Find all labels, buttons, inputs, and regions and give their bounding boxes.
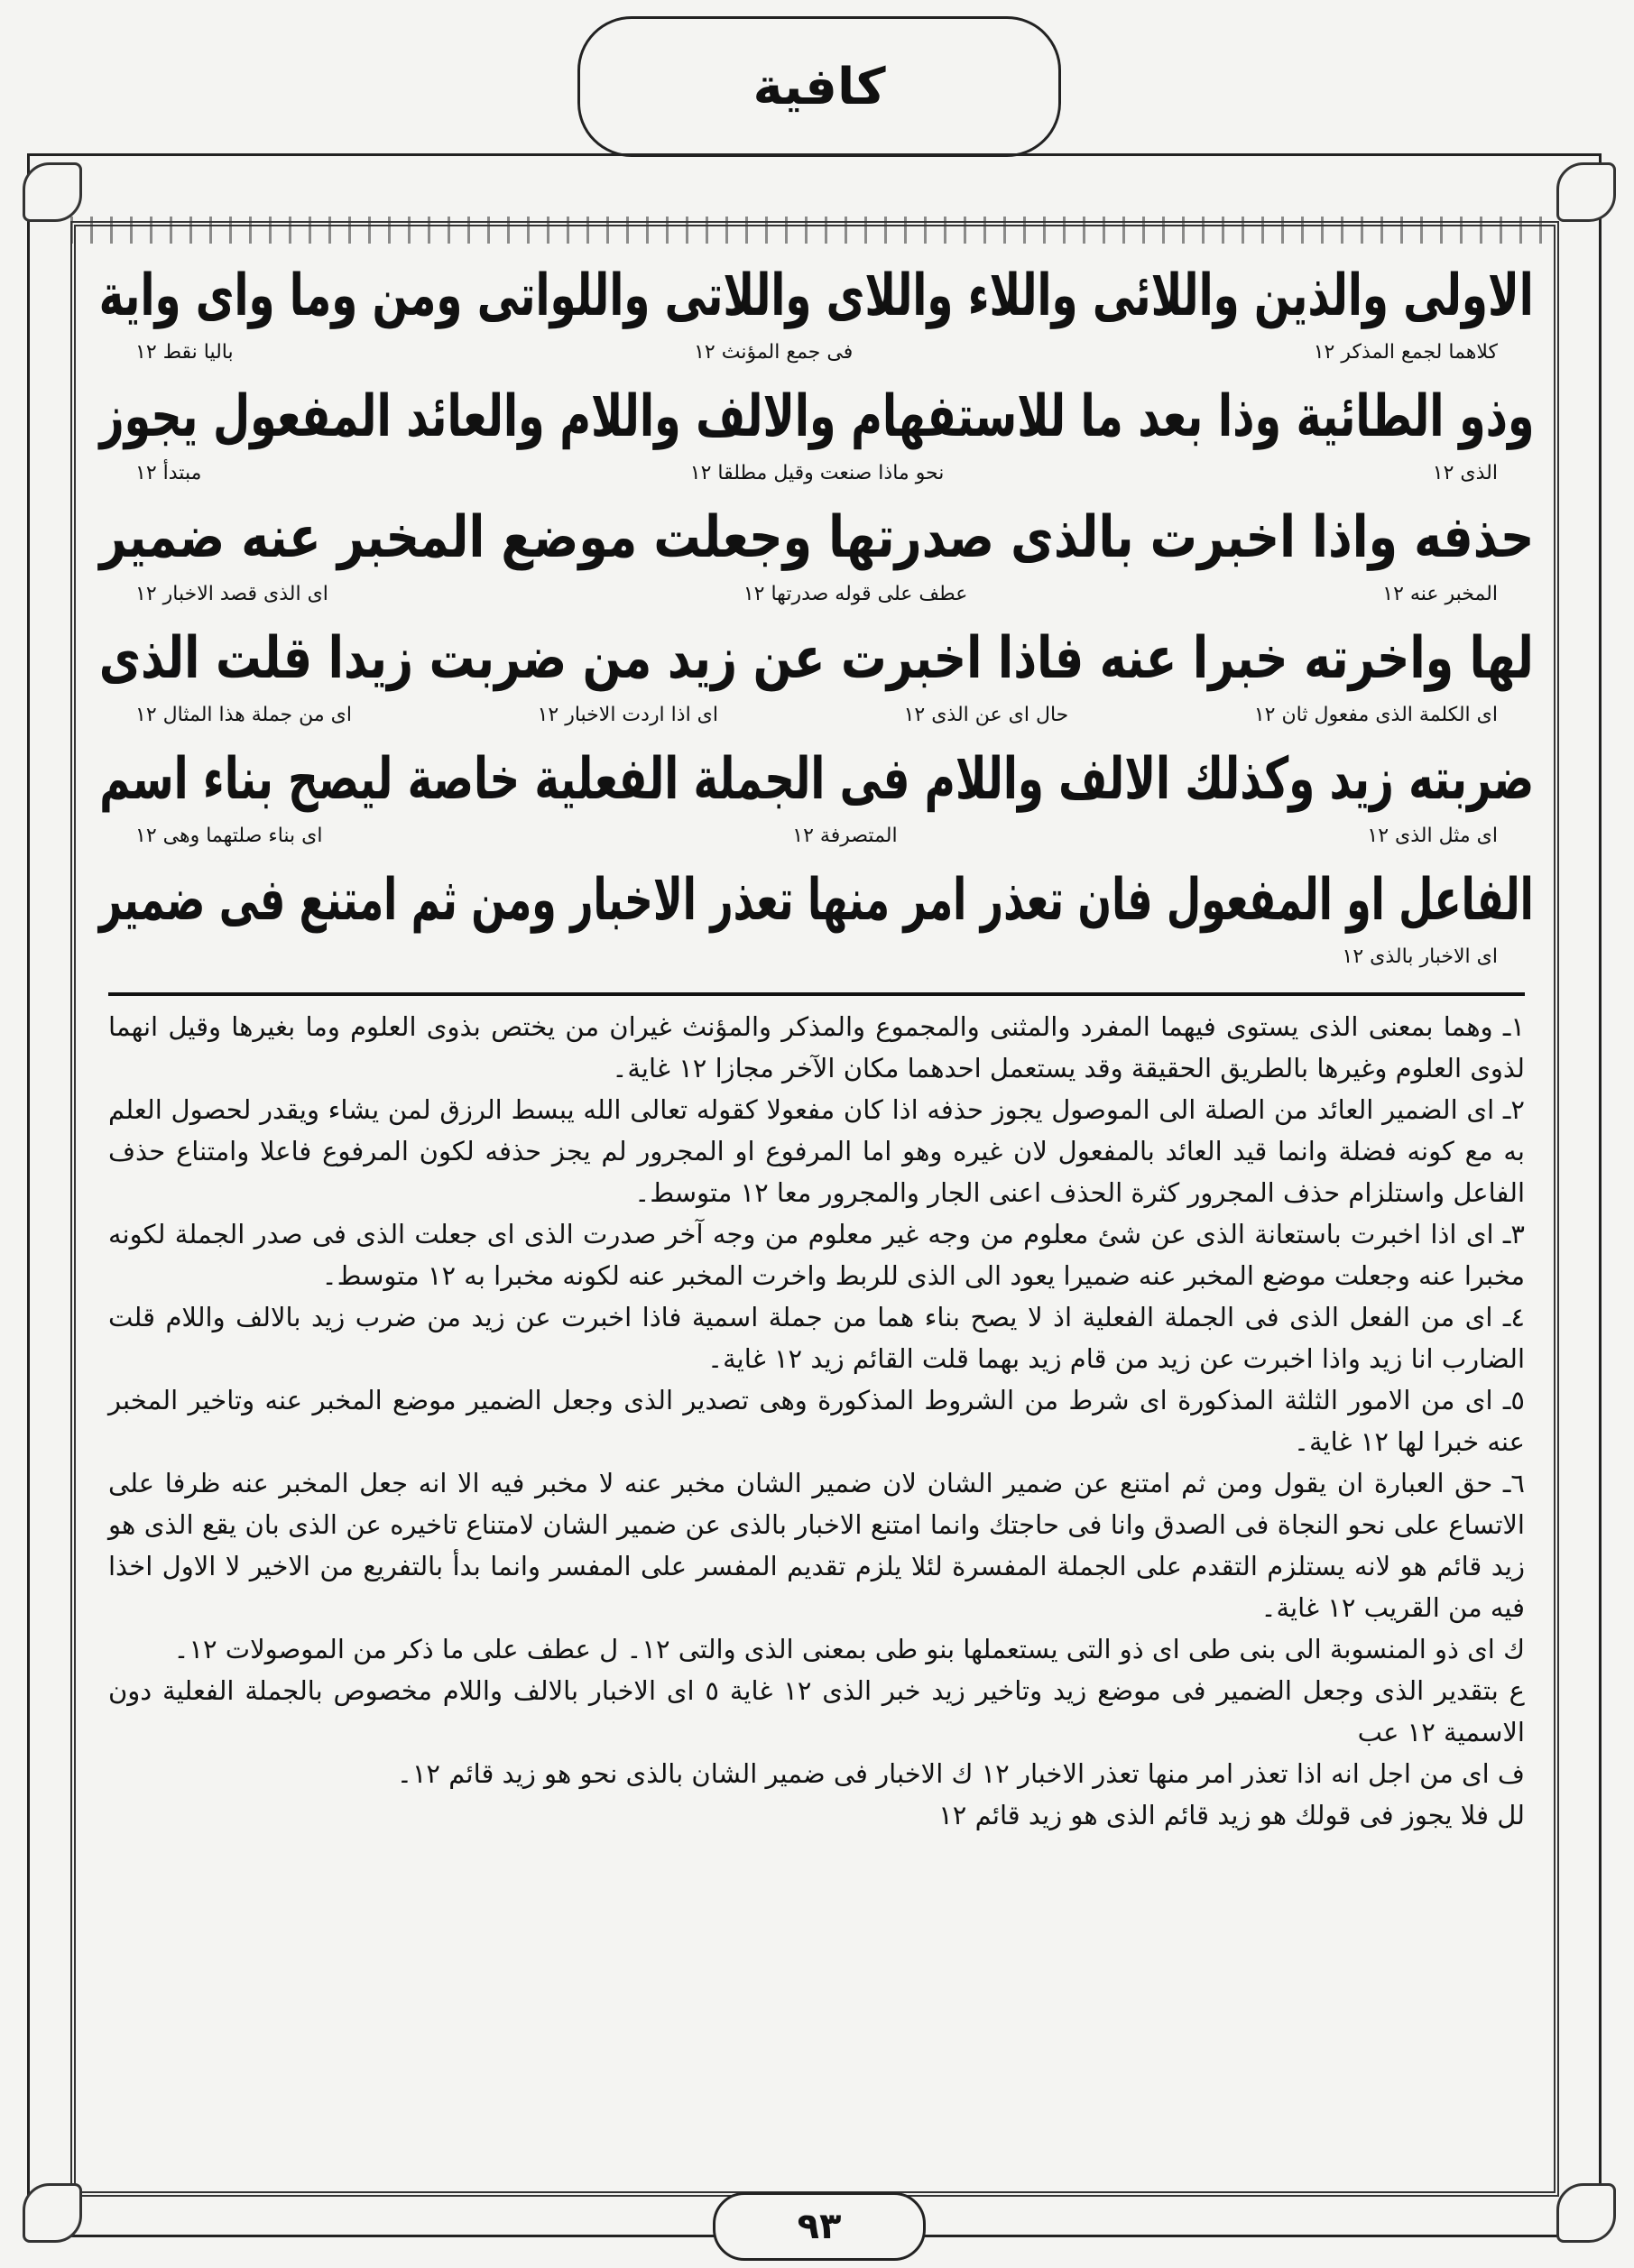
footnote: ٤ـ اى من الفعل الذى فى الجملة الفعلية اذ لا يصح بناء هما من جملة اسمية فاذا اخبرت عن زيد من ضرب زيد بالالف واللام قلت الضارب انا زيد واذا اخبرت عن زيد من قام زيد بهما قلت القائم زيد ١٢ غاية۔ (108, 1302, 1525, 1374)
gloss: اى الذى قصد الاخبار ١٢ (135, 583, 328, 605)
gloss: المخبر عنه ١٢ (1382, 583, 1498, 605)
footnote: ك اى ذو المنسوبة الى بنى طى اى ذو التى يستعملها بنو طى بمعنى الذى والتى ١٢۔ ل عطف على ما ذكر من الموصولات ١٢۔ (173, 1634, 1525, 1664)
main-line (99, 736, 1534, 823)
footnote: ٥ـ اى من الامور الثلثة المذكورة اى شرط من الشروط المذكورة وهى تصدير الذى وجعل الضمير موضع المخبر عنه وتاخير المخبر عنه خبرا لها ١٢ غاية۔ (108, 1385, 1525, 1457)
main-line-text: الفاعل او المفعول فان تعذر امر منها تعذر الاخبار ومن ثم امتنع فى ضمير (98, 867, 1534, 934)
interlinear-glosses (99, 823, 1534, 857)
footnote-divider (108, 992, 1525, 996)
corner-ornament-icon (1556, 2183, 1616, 2243)
footnote: ٦ـ حق العبارة ان يقول ومن ثم امتنع عن ضمير الشان لان ضمير الشان مخبر عنه لا مخبر فيه الا انه جعل المخبر عنه ظرفا على الاتساع على نحو النجاة فى الصدق وانا فى حاجتك وانما امتنع الاخبار بالذى عن ضمير الشان لامتناع تاخيره عن الذى بان يقع الذى هو زيد قائم هو لانه يستلزم التقدم على الجملة المفسرة لئلا يلزم تقديم المفسر على المفسر وانما بدأ بالتفريع من الاخير لا الاول اخذا فيه من القريب ١٢ غاية۔ (108, 1468, 1525, 1623)
main-line (99, 615, 1534, 702)
interlinear-glosses (99, 944, 1534, 978)
main-line-text: ضربته زيد وكذلك الالف واللام فى الجملة الفعلية خاصة ليصح بناء اسم (98, 746, 1534, 813)
gloss: نحو ماذا صنعت وقيل مطلقا ١٢ (689, 462, 945, 484)
book-title: كافية (752, 57, 886, 116)
gloss: اى مثل الذى ١٢ (1367, 825, 1498, 847)
gloss: باليا نقط ١٢ (135, 341, 234, 364)
main-line-text: الاولى والذين واللائى واللاء واللاى واللاتى واللواتى ومن وما واى واية (98, 263, 1534, 329)
footnote: ف اى من اجل انه اذا تعذر امر منها تعذر الاخبار ١٢ ك الاخبار فى ضمير الشان بالذى نحو هو زيد قائم ١٢۔ (396, 1758, 1525, 1789)
main-line (99, 253, 1534, 339)
gloss: حال اى عن الذى ١٢ (903, 704, 1069, 726)
interlinear-glosses (99, 460, 1534, 494)
main-line (99, 857, 1534, 944)
footnote: ع بتقدير الذى وجعل الضمير فى موضع زيد وتاخير زيد خبر الذى ١٢ غاية ٥ اى الاخبار بالالف واللام مخصوص بالجملة الفعلية دون الاسمية ١٢ عب (108, 1675, 1525, 1747)
gloss: الذى ١٢ (1432, 462, 1498, 484)
page-number: ٩٣ (797, 2206, 842, 2247)
footnote: ٣ـ اى اذا اخبرت باستعانة الذى عن شئ معلوم من وجه غير معلوم من وجه آخر صدرت الذى اى جعلت الذى فى صدر الجملة لكونه مخبرا عنه وجعلت موضع المخبر عنه ضميرا يعود الى الذى للربط واخرت المخبر عنه لكونه مخبرا به ١٢ متوسط۔ (108, 1219, 1525, 1291)
page-number-box (713, 2192, 926, 2261)
footnotes (108, 1006, 1525, 1836)
main-text (99, 253, 1534, 978)
main-line-text: حذفه واذا اخبرت بالذى صدرتها وجعلت موضع المخبر عنه ضمير (98, 504, 1534, 571)
corner-ornament-icon (23, 2183, 82, 2243)
main-line-text: لها واخرته خبرا عنه فاذا اخبرت عن زيد من ضربت زيدا قلت الذى (98, 625, 1534, 692)
header-cartouche (577, 16, 1061, 157)
interlinear-glosses (99, 581, 1534, 615)
gloss: مبتدأ ١٢ (135, 462, 202, 484)
gloss: اى بناء صلتهما وهى ١٢ (135, 825, 323, 847)
footnote: ١ـ وهما بمعنى الذى يستوى فيهما المفرد والمثنى والمجموع والمذكر والمؤنث غيران من يختص بذوى العلوم وما بغيرها وقيل انهما لذوى العلوم وغيرها بالطريق الحقيقة وقد يستعمل احدهما مكان الآخر مجازا ١٢ غاية۔ (108, 1011, 1525, 1083)
corner-ornament-icon (23, 162, 82, 222)
gloss: عطف على قوله صدرتها ١٢ (743, 583, 968, 605)
main-line (99, 373, 1534, 460)
interlinear-glosses (99, 702, 1534, 736)
gloss: اى الاخبار بالذى ١٢ (1342, 945, 1498, 968)
main-line-text: وذو الطائية وذا بعد ما للاستفهام والالف واللام والعائد المفعول يجوز (98, 383, 1534, 450)
interlinear-glosses (99, 339, 1534, 373)
footnote: ٢ـ اى الضمير العائد من الصلة الى الموصول يجوز حذفه اذا كان مفعولا كقوله تعالى الله يبسط الرزق لمن يشاء ويقدر لحصول العلم به مع كونه فضلة وانما قيد العائد بالمفعول لان غيره وهو اما المرفوع او المجرور لم يجز حذفه لكون المرفوع فاعلا وامتناع حذف الفاعل واستلزام حذف المجرور كثرة الحذف اعنى الجار والمجرور معا ١٢ متوسط۔ (108, 1094, 1525, 1208)
gloss: فى جمع المؤنث ١٢ (694, 341, 854, 364)
gloss: اى من جملة هذا المثال ١٢ (135, 704, 353, 726)
gloss: كلاهما لجمع المذكر ١٢ (1313, 341, 1498, 364)
footnote: لل فلا يجوز فى قولك هو زيد قائم الذى هو زيد قائم ١٢ (938, 1800, 1525, 1830)
gloss: اى اذا اردت الاخبار ١٢ (537, 704, 719, 726)
gloss: المتصرفة ١٢ (792, 825, 898, 847)
main-line (99, 494, 1534, 581)
corner-ornament-icon (1556, 162, 1616, 222)
gloss: اى الكلمة الذى مفعول ثان ١٢ (1253, 704, 1498, 726)
